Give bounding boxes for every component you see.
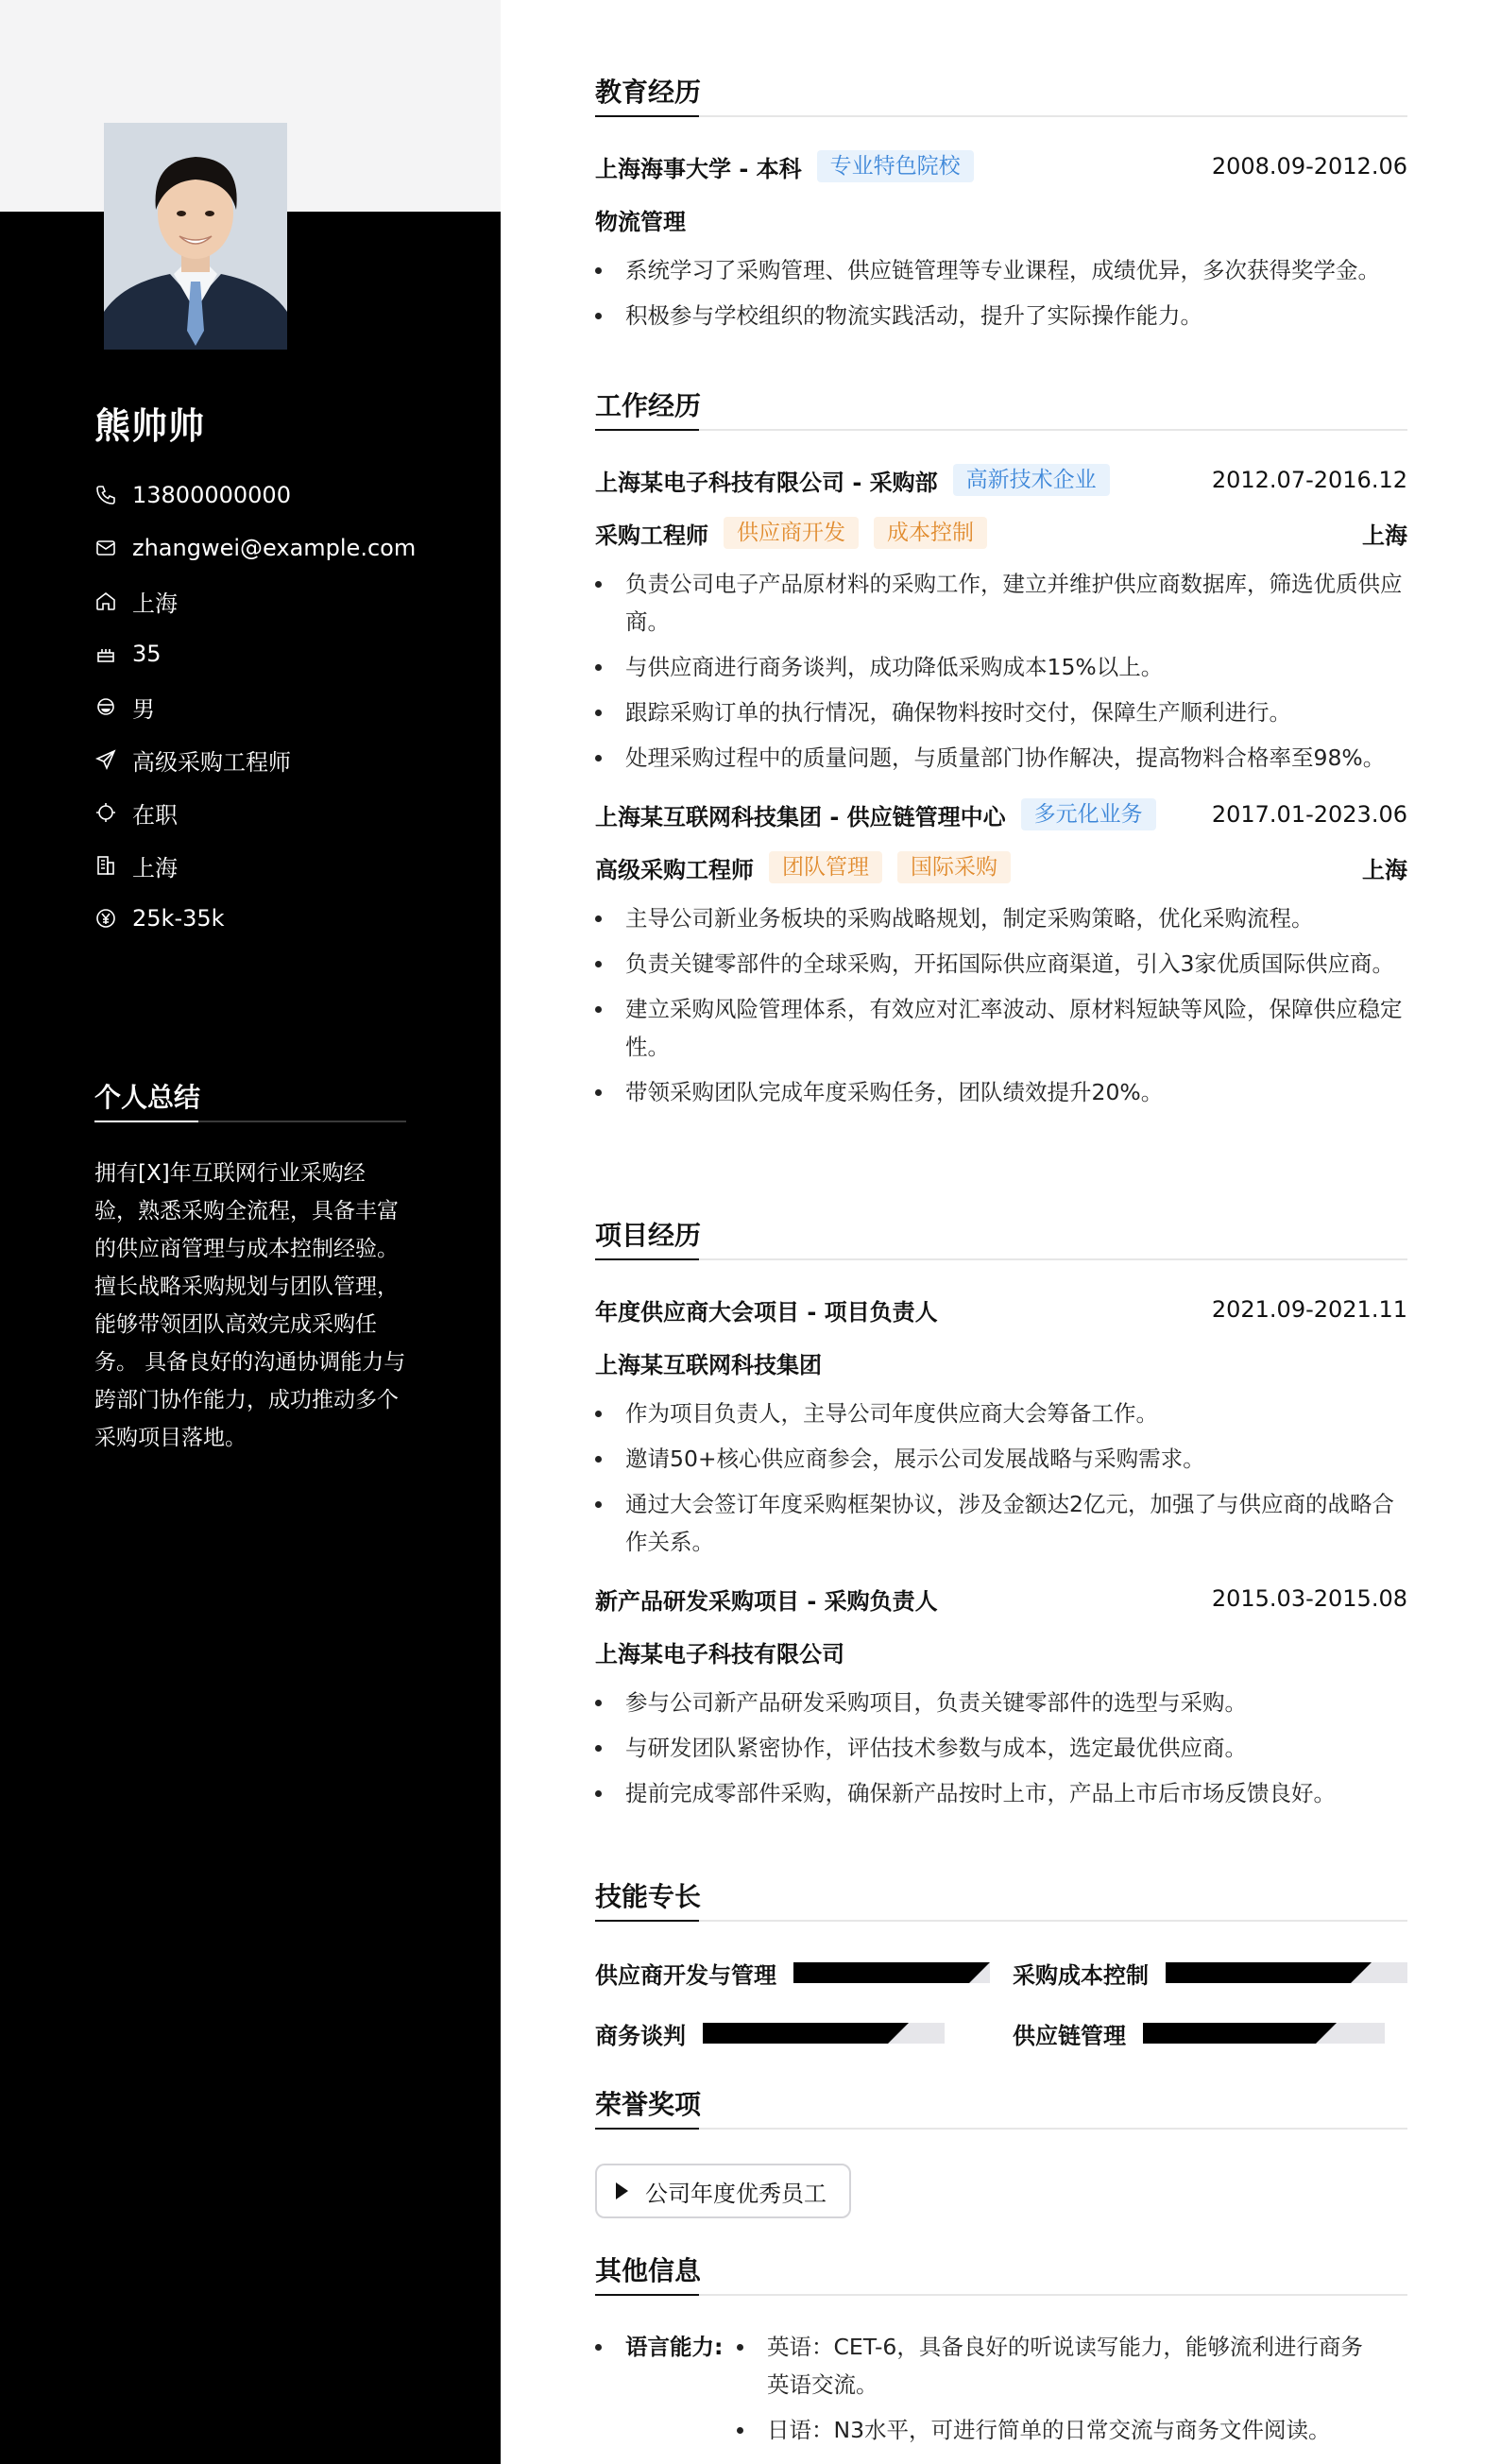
- job-2-skill-tag: 国际采购: [897, 851, 1011, 883]
- honors-section: [595, 2088, 1407, 2230]
- list-item: 参与公司新产品研发采购项目，负责关键零部件的选型与采购。: [595, 1684, 1407, 1721]
- job-1-company: 上海某电子科技有限公司 - 采购部: [595, 469, 938, 496]
- education-school: 上海海事大学 - 本科: [595, 155, 802, 182]
- list-item: 主导公司新业务板块的采购战略规划，制定采购策略，优化采购流程。: [595, 899, 1407, 937]
- job-1-role-row: [595, 516, 1407, 550]
- skill-item: [595, 1956, 990, 1990]
- summary-divider: [94, 1121, 406, 1122]
- skill-bar: [703, 2023, 945, 2044]
- list-item: 通过大会签订年度采购框架协议，涉及金额达2亿元，加强了与供应商的战略合作关系。: [595, 1485, 1407, 1561]
- education-date: 2008.09-2012.06: [1211, 153, 1407, 180]
- skill-bar: [793, 1962, 990, 1983]
- skill-label: 供应商开发与管理: [595, 1961, 776, 1989]
- project-1-date: 2021.09-2021.11: [1211, 1296, 1407, 1323]
- info-email: [94, 522, 491, 574]
- language-label-wrap: [595, 2328, 737, 2449]
- send-icon: [94, 748, 117, 771]
- bullet-dot: [595, 2344, 602, 2351]
- contact-info-list: [94, 469, 491, 945]
- job-1-role: 采购工程师: [595, 522, 708, 549]
- list-item: 处理采购过程中的质量问题，与质量部门协作解决，提高物料合格率至98%。: [595, 739, 1407, 777]
- sidebar: [0, 0, 501, 2464]
- job-1-date: 2012.07-2016.12: [1211, 467, 1407, 493]
- summary-text: 拥有[X]年互联网行业采购经验，熟悉采购全流程，具备丰富的供应商管理与成本控制经验。 擅长战略采购规划与团队管理，能够带领团队高效完成采购任务。 具备良好的沟通协调能力与跨部门协作能力，成功推动多个采购项目落地。: [94, 1161, 406, 1450]
- honors-title: 荣誉奖项: [595, 2089, 702, 2120]
- skill-item: [595, 2016, 945, 2050]
- job-2-role: 高级采购工程师: [595, 856, 754, 883]
- home-icon: [94, 590, 117, 612]
- avatar: [104, 123, 287, 350]
- other-title: 其他信息: [595, 2255, 702, 2286]
- info-city: [94, 574, 491, 627]
- skill-item: [1013, 2016, 1385, 2050]
- phone-icon: [94, 484, 117, 506]
- skill-item: [1013, 1956, 1407, 1990]
- projects-divider: [595, 1258, 1407, 1260]
- job-2-bullets: [595, 899, 1407, 1111]
- job-2-role-row: [595, 850, 1407, 884]
- info-work-city: [94, 839, 491, 892]
- projects-section: [595, 1219, 1407, 1812]
- education-header: [595, 149, 1407, 183]
- honors-divider: [595, 2128, 1407, 2130]
- building-icon: [94, 854, 117, 877]
- work-divider: [595, 429, 1407, 431]
- project-1-org-row: [595, 1345, 1407, 1379]
- project-1-org: 上海某互联网科技集团: [595, 1351, 822, 1378]
- education-bullets: [595, 251, 1407, 334]
- profile-name: 熊帅帅: [94, 405, 206, 447]
- language-list: [737, 2328, 1379, 2449]
- list-item: 提前完成零部件采购，确保新产品按时上市，产品上市后市场反馈良好。: [595, 1774, 1407, 1812]
- other-section: [595, 2254, 1407, 2449]
- list-item: 积极参与学校组织的物流实践活动，提升了实际操作能力。: [595, 297, 1407, 334]
- project-2-name: 新产品研发采购项目 - 采购负责人: [595, 1587, 938, 1615]
- skill-bar: [1166, 1962, 1407, 1983]
- play-arrow-icon: [616, 2182, 628, 2199]
- list-item: 邀请50+核心供应商参会，展示公司发展战略与采购需求。: [595, 1440, 1407, 1478]
- info-work-city-text: 上海: [132, 854, 178, 881]
- skill-bar-fill: [1143, 2023, 1316, 2044]
- list-item: 与研发团队紧密协作，评估技术参数与成本，选定最优供应商。: [595, 1729, 1407, 1767]
- list-item: 带领采购团队完成年度采购任务，团队绩效提升20%。: [595, 1073, 1407, 1111]
- info-phone-text: 13800000000: [132, 482, 291, 508]
- language-block: [595, 2328, 1407, 2449]
- skills-title: 技能专长: [595, 1881, 702, 1912]
- list-item: 跟踪采购订单的执行情况，确保物料按时交付，保障生产顺利进行。: [595, 693, 1407, 731]
- mail-icon: [94, 537, 117, 559]
- award-label: 公司年度优秀员工: [645, 2180, 827, 2207]
- summary-title: 个人总结: [94, 1082, 201, 1113]
- info-gender: [94, 680, 491, 733]
- info-salary-text: 25k-35k: [132, 905, 225, 932]
- education-major-row: [595, 202, 1407, 236]
- education-tag: 专业特色院校: [817, 150, 974, 182]
- skill-label: 采购成本控制: [1013, 1961, 1149, 1989]
- skill-bar: [1143, 2023, 1385, 2044]
- project-2-org: 上海某电子科技有限公司: [595, 1640, 844, 1668]
- job-2-skill-tag: 团队管理: [769, 851, 882, 883]
- other-divider: [595, 2294, 1407, 2296]
- skill-bar-fill: [1166, 1962, 1351, 1983]
- info-status-text: 在职: [132, 801, 178, 829]
- project-1-bullets: [595, 1395, 1407, 1561]
- list-item: 负责公司电子产品原材料的采购工作，建立并维护供应商数据库，筛选优质供应商。: [595, 565, 1407, 641]
- education-section: [595, 76, 1407, 334]
- list-item: 建立采购风险管理体系，有效应对汇率波动、原材料短缺等风险，保障供应稳定性。: [595, 990, 1407, 1066]
- info-salary: [94, 892, 491, 945]
- project-1-name: 年度供应商大会项目 - 项目负责人: [595, 1298, 938, 1326]
- list-item: 与供应商进行商务谈判，成功降低采购成本15%以上。: [595, 648, 1407, 686]
- job-2-location: 上海: [1362, 856, 1407, 883]
- yen-icon: [94, 907, 117, 930]
- work-title: 工作经历: [595, 390, 702, 421]
- list-item: 作为项目负责人，主导公司年度供应商大会筹备工作。: [595, 1395, 1407, 1432]
- job-1-skill-tag: 供应商开发: [724, 517, 859, 549]
- info-status: [94, 786, 491, 839]
- skill-label: 供应链管理: [1013, 2022, 1126, 2049]
- gender-icon: [94, 695, 117, 718]
- skill-bar-fill: [793, 1962, 969, 1983]
- skill-label: 商务谈判: [595, 2022, 686, 2049]
- job-1-skill-tag: 成本控制: [874, 517, 987, 549]
- project-2-date: 2015.03-2015.08: [1211, 1585, 1407, 1612]
- list-item: 负责关键零部件的全球采购，开拓国际供应商渠道，引入3家优质国际供应商。: [595, 945, 1407, 983]
- skills-section: [595, 1880, 1407, 2069]
- education-major: 物流管理: [595, 208, 686, 235]
- info-age-text: 35: [132, 641, 162, 667]
- info-age: [94, 627, 491, 680]
- job-1-bullets: [595, 565, 1407, 777]
- job-2-tag: 多元化业务: [1021, 798, 1156, 830]
- skills-divider: [595, 1920, 1407, 1922]
- education-divider: [595, 115, 1407, 117]
- project-2-bullets: [595, 1684, 1407, 1812]
- status-icon: [94, 801, 117, 824]
- info-position: [94, 733, 491, 786]
- info-city-text: 上海: [132, 590, 178, 617]
- list-item: 系统学习了采购管理、供应链管理等专业课程，成绩优异，多次获得奖学金。: [595, 251, 1407, 289]
- info-phone: [94, 469, 491, 522]
- project-1-header: [595, 1292, 1407, 1326]
- info-email-text: zhangwei@example.com: [132, 535, 417, 561]
- projects-title: 项目经历: [595, 1220, 702, 1251]
- project-2-org-row: [595, 1634, 1407, 1668]
- work-section: [595, 389, 1407, 1111]
- job-1-header: [595, 463, 1407, 497]
- list-item: 日语：N3水平，可进行简单的日常交流与商务文件阅读。: [737, 2411, 1379, 2449]
- language-label: 语言能力:: [625, 2334, 724, 2360]
- job-2-date: 2017.01-2023.06: [1211, 801, 1407, 828]
- list-item: 英语：CET-6，具备良好的听说读写能力，能够流利进行商务英语交流。: [737, 2328, 1379, 2404]
- award-item: [595, 2164, 851, 2218]
- job-2-header: [595, 797, 1407, 831]
- info-gender-text: 男: [132, 695, 155, 723]
- skill-bar-fill: [703, 2023, 888, 2044]
- education-title: 教育经历: [595, 77, 702, 108]
- cake-icon: [94, 642, 117, 665]
- job-1-location: 上海: [1362, 522, 1407, 549]
- info-position-text: 高级采购工程师: [132, 748, 291, 776]
- project-2-header: [595, 1582, 1407, 1616]
- job-1-tag: 高新技术企业: [953, 464, 1110, 496]
- job-2-company: 上海某互联网科技集团 - 供应链管理中心: [595, 803, 1006, 830]
